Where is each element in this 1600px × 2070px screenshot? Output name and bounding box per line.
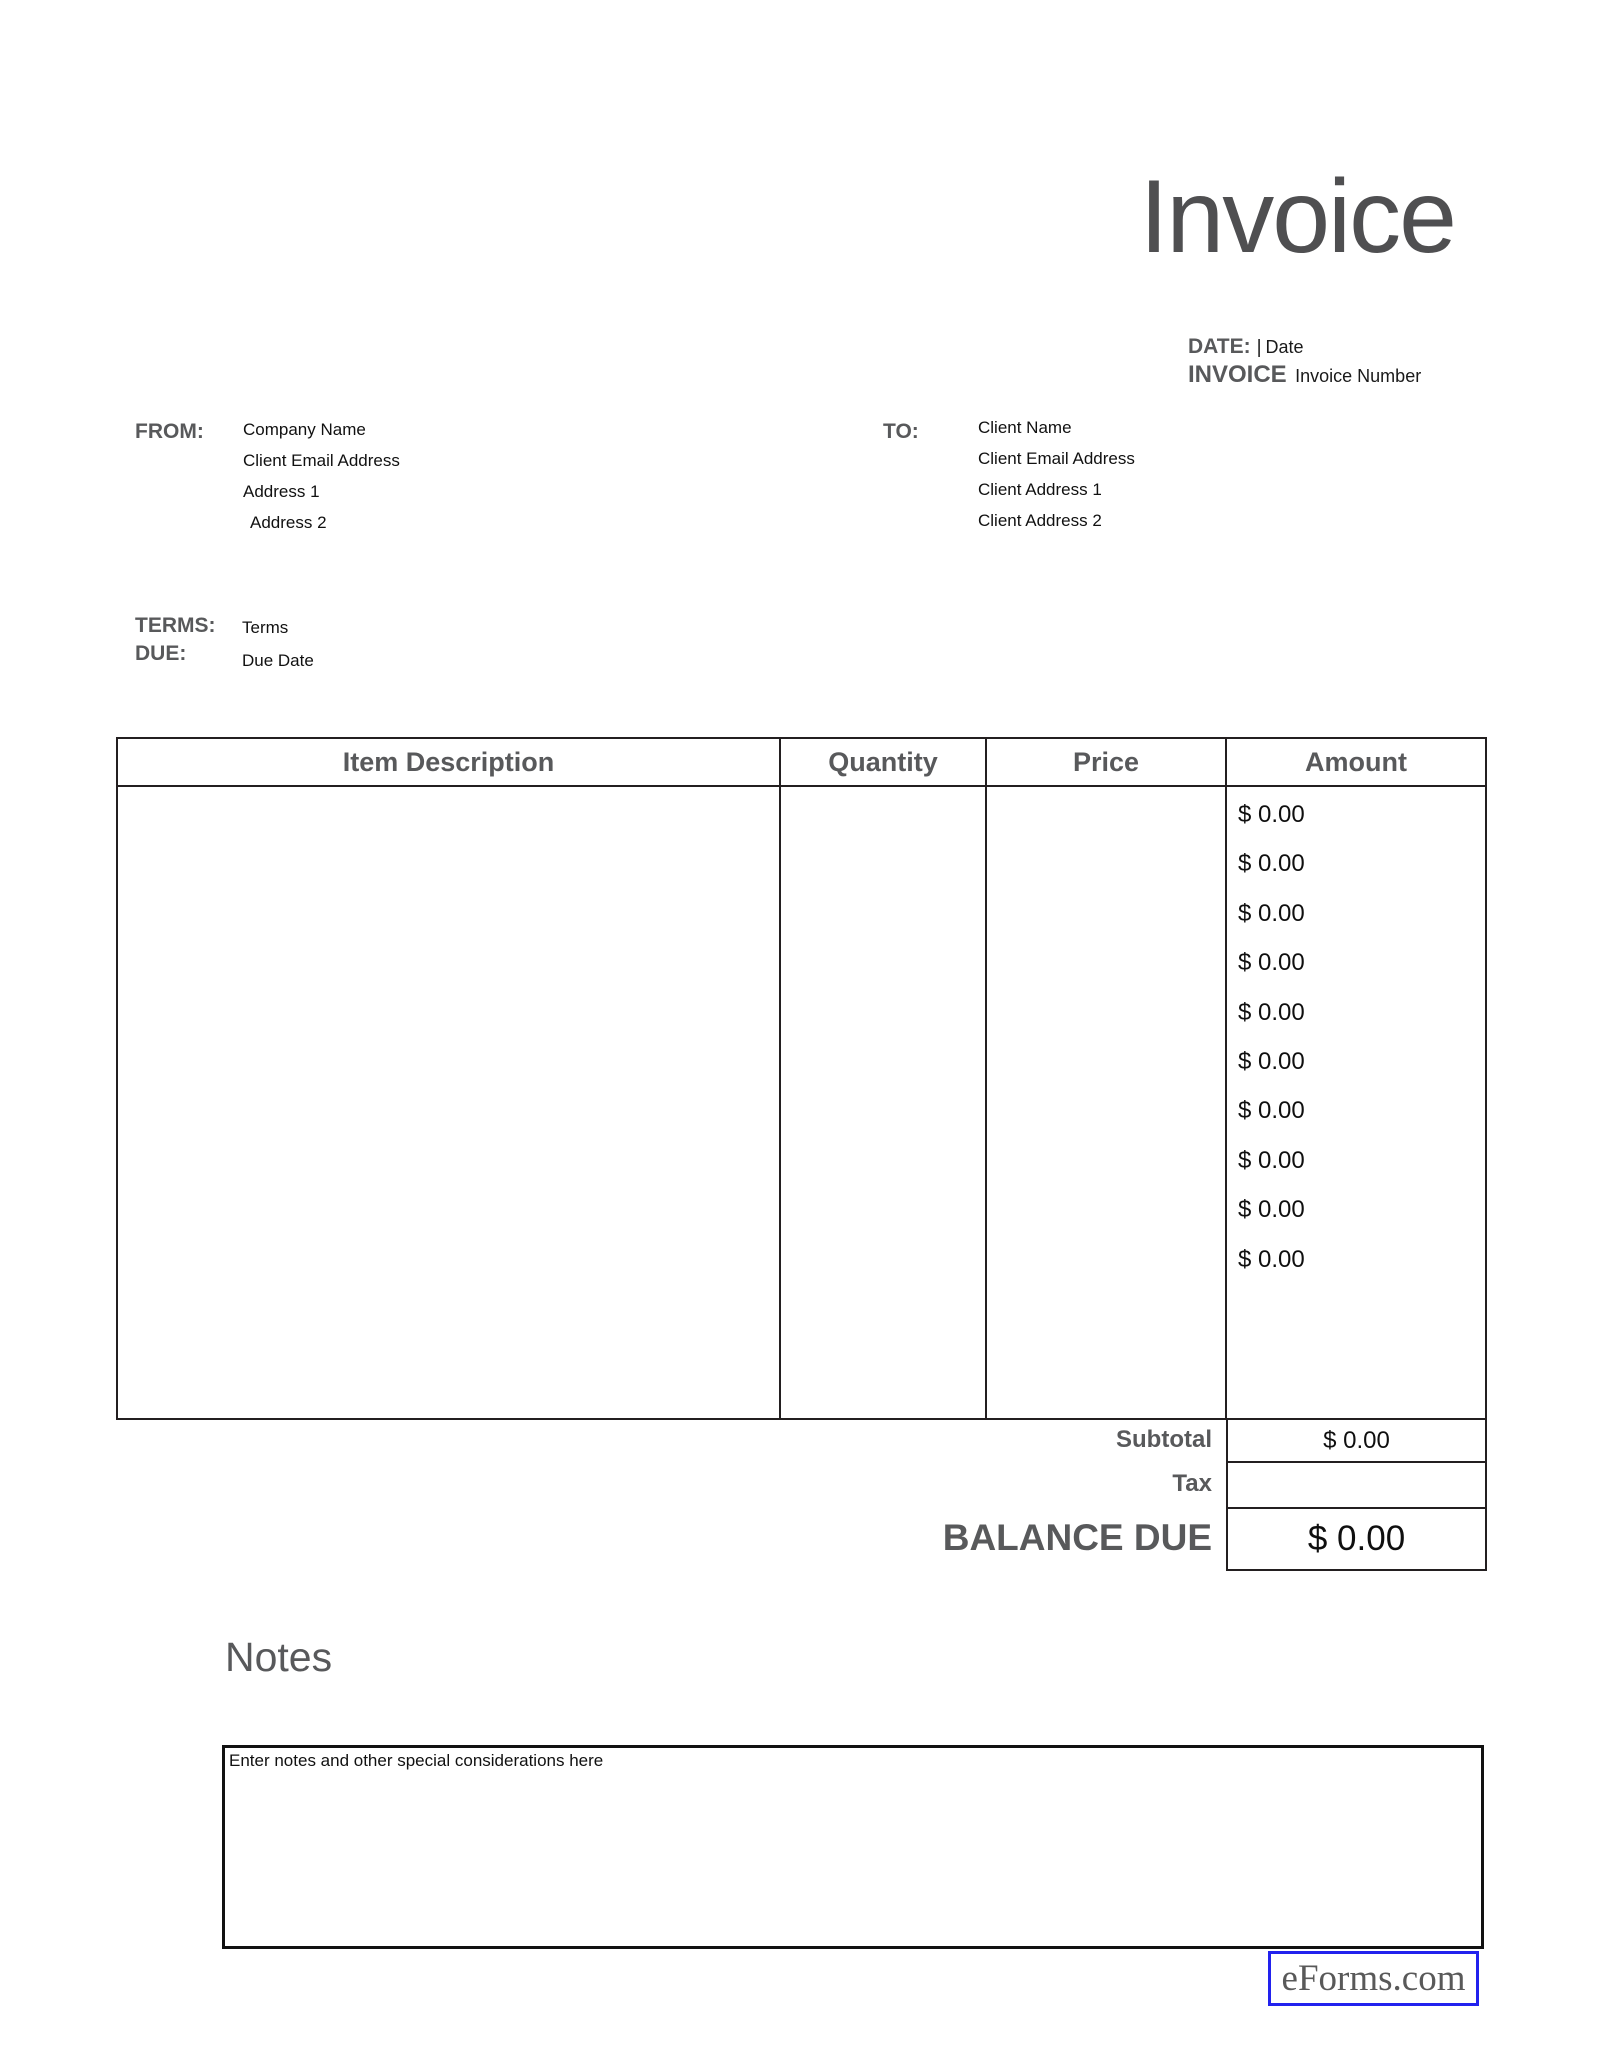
amount-row[interactable]: $ 0.00 — [1238, 1047, 1305, 1075]
amount-row[interactable]: $ 0.00 — [1238, 1245, 1305, 1273]
items-table — [116, 737, 1487, 1420]
item-description-cell[interactable] — [118, 787, 781, 1418]
amount-row[interactable]: $ 0.00 — [1238, 1196, 1305, 1224]
from-address2-field[interactable]: Address 2 — [250, 513, 327, 532]
terms-label: TERMS: — [135, 614, 216, 637]
from-label: FROM: — [135, 420, 204, 443]
to-address-block — [978, 418, 1135, 542]
quantity-cell[interactable] — [781, 787, 987, 1418]
column-header-amount: Amount — [1227, 739, 1485, 787]
amount-row[interactable]: $ 0.00 — [1238, 899, 1305, 927]
price-cell[interactable] — [987, 787, 1227, 1418]
subtotal-label: Subtotal — [1116, 1426, 1212, 1453]
column-header-quantity: Quantity — [781, 739, 987, 787]
from-email-field[interactable]: Client Email Address — [243, 451, 400, 470]
date-row — [1188, 334, 1421, 362]
invoice-number-field[interactable]: Invoice Number — [1295, 366, 1422, 386]
to-address1-field[interactable]: Client Address 1 — [978, 480, 1102, 499]
balance-due-label: BALANCE DUE — [942, 1517, 1212, 1558]
tax-value-box[interactable] — [1226, 1461, 1487, 1509]
amount-row[interactable]: $ 0.00 — [1238, 1097, 1305, 1125]
eforms-link[interactable]: eForms.com — [1268, 1951, 1479, 2006]
balance-due-value-box[interactable]: $ 0.00 — [1226, 1507, 1487, 1571]
amount-row[interactable]: $ 0.00 — [1238, 949, 1305, 977]
from-company-field[interactable]: Company Name — [243, 420, 366, 439]
amount-row[interactable]: $ 0.00 — [1238, 850, 1305, 878]
to-label: TO: — [883, 420, 919, 443]
amount-row[interactable]: $ 0.00 — [1238, 998, 1305, 1026]
tax-label: Tax — [1172, 1470, 1212, 1497]
date-field[interactable]: Date — [1265, 337, 1304, 357]
text-cursor: | — [1256, 337, 1262, 358]
amount-row[interactable]: $ 0.00 — [1238, 801, 1305, 828]
amount-cell — [1227, 787, 1485, 1418]
invoice-number-label: INVOICE — [1188, 361, 1287, 388]
column-header-price: Price — [987, 739, 1227, 787]
due-label: DUE: — [135, 642, 187, 665]
to-email-field[interactable]: Client Email Address — [978, 449, 1135, 468]
amount-row[interactable]: $ 0.00 — [1238, 1146, 1305, 1174]
invoice-meta — [1188, 334, 1421, 391]
invoice-number-row — [1188, 362, 1421, 391]
subtotal-value-box[interactable]: $ 0.00 — [1226, 1418, 1487, 1463]
to-name-field[interactable]: Client Name — [978, 418, 1072, 437]
due-date-field[interactable]: Due Date — [242, 651, 314, 670]
terms-field[interactable]: Terms — [242, 618, 289, 637]
notes-input[interactable]: Enter notes and other special considerations here — [222, 1745, 1484, 1949]
from-address1-field[interactable]: Address 1 — [243, 482, 320, 501]
to-address2-field[interactable]: Client Address 2 — [978, 511, 1102, 530]
column-header-item-description: Item Description — [118, 739, 781, 787]
page-title: Invoice — [1139, 159, 1455, 275]
from-address-block — [243, 420, 400, 544]
notes-heading: Notes — [225, 1634, 333, 1680]
date-label: DATE: — [1188, 335, 1251, 358]
